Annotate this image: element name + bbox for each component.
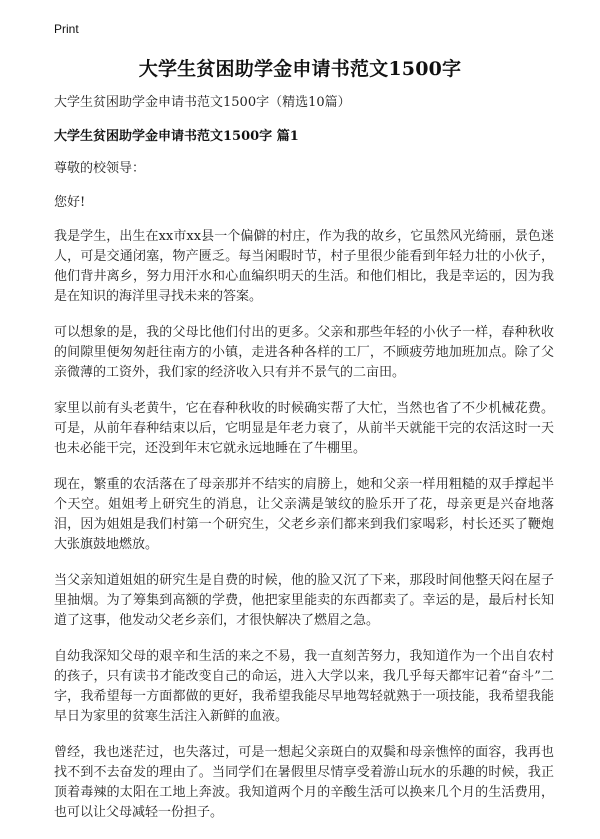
body-paragraph: 自幼我深知父母的艰辛和生活的来之不易，我一直刻苦努力，我知道作为一个出自农村的孩子，只有读书才能改变自己的命运，进入大学以来，我几乎每天都牢记着“奋斗”二字，我希望每一方面都做的更好，我希望我能尽早地驾轻就熟于一项技能，我希望我能早日为家里的贫寒生活注入新鲜的血液。 — [54, 649, 554, 724]
salutation: 尊敬的校领导： — [54, 161, 146, 176]
body-paragraph: 曾经，我也迷茫过，也失落过，可是一想起父亲斑白的双鬓和母亲憔悴的面容，我再也找不到不去奋发的理由了。当同学们在暑假里尽情享受着游山玩水的乐趣的时候，我正顶着毒辣的太阳在工地上奔波。我知道两个月的辛酸生活可以换来几个月的生活费用，也可以让父母减轻一份担子。 — [54, 745, 554, 820]
document-body — [54, 93, 554, 839]
greeting: 您好! — [54, 195, 86, 210]
intro-line: 大学生贫困助学金申请书范文1500字（精选10篇） — [54, 95, 351, 110]
body-paragraph: 可以想象的是，我的父母比他们付出的更多。父亲和那些年轻的小伙子一样，春种秋收的间隙里便匆匆赶往南方的小镇，走进各种各样的工厂，不顾疲劳地加班加点。除了父亲微薄的工资外，我们家的经济收入只有并不景气的二亩田。 — [54, 325, 554, 380]
body-paragraph: 家里以前有头老黄牛，它在春种秋收的时候确实帮了大忙，当然也省了不少机械花费。可是，从前年春种结束以后，它明显是年老力衰了，从前半天就能干完的农活这时一天也未必能干完，还没到年末它就永远地睡在了牛棚里。 — [54, 401, 554, 456]
body-paragraph: 现在，繁重的农活落在了母亲那并不结实的肩膀上，她和父亲一样用粗糙的双手撑起半个天空。姐姐考上研究生的消息，让父亲满是皱纹的脸乐开了花，母亲更是兴奋地落泪，因为姐姐是我们村第一个研究生，父老乡亲们都来到我们家喝彩，村长还买了鞭炮大张旗鼓地燃放。 — [54, 477, 554, 552]
body-paragraph: 当父亲知道姐姐的研究生是自费的时候，他的脸又沉了下来，那段时间他整天闷在屋子里抽烟。为了筹集到高额的学费，他把家里能卖的东西都卖了。幸运的是，最后村长知道了这事，他发动父老乡亲们，才很快解决了燃眉之急。 — [54, 573, 554, 628]
print-link[interactable]: Print — [54, 22, 79, 36]
page-title: 大学生贫困助学金申请书范文1500字 — [138, 58, 462, 80]
body-paragraph: 我是学生，出生在xx市xx县一个偏僻的村庄，作为我的故乡，它虽然风光绮丽，景色迷人，可是交通闭塞，物产匮乏。每当闲暇时节，村子里很少能看到年轻力壮的小伙子，他们背井离乡，努力用汗水和心血编织明天的生活。和他们相比，我是幸运的，因为我是在知识的海洋里寻找未来的答案。 — [54, 229, 554, 304]
section-heading: 大学生贫困助学金申请书范文1500字 篇1 — [54, 129, 299, 144]
